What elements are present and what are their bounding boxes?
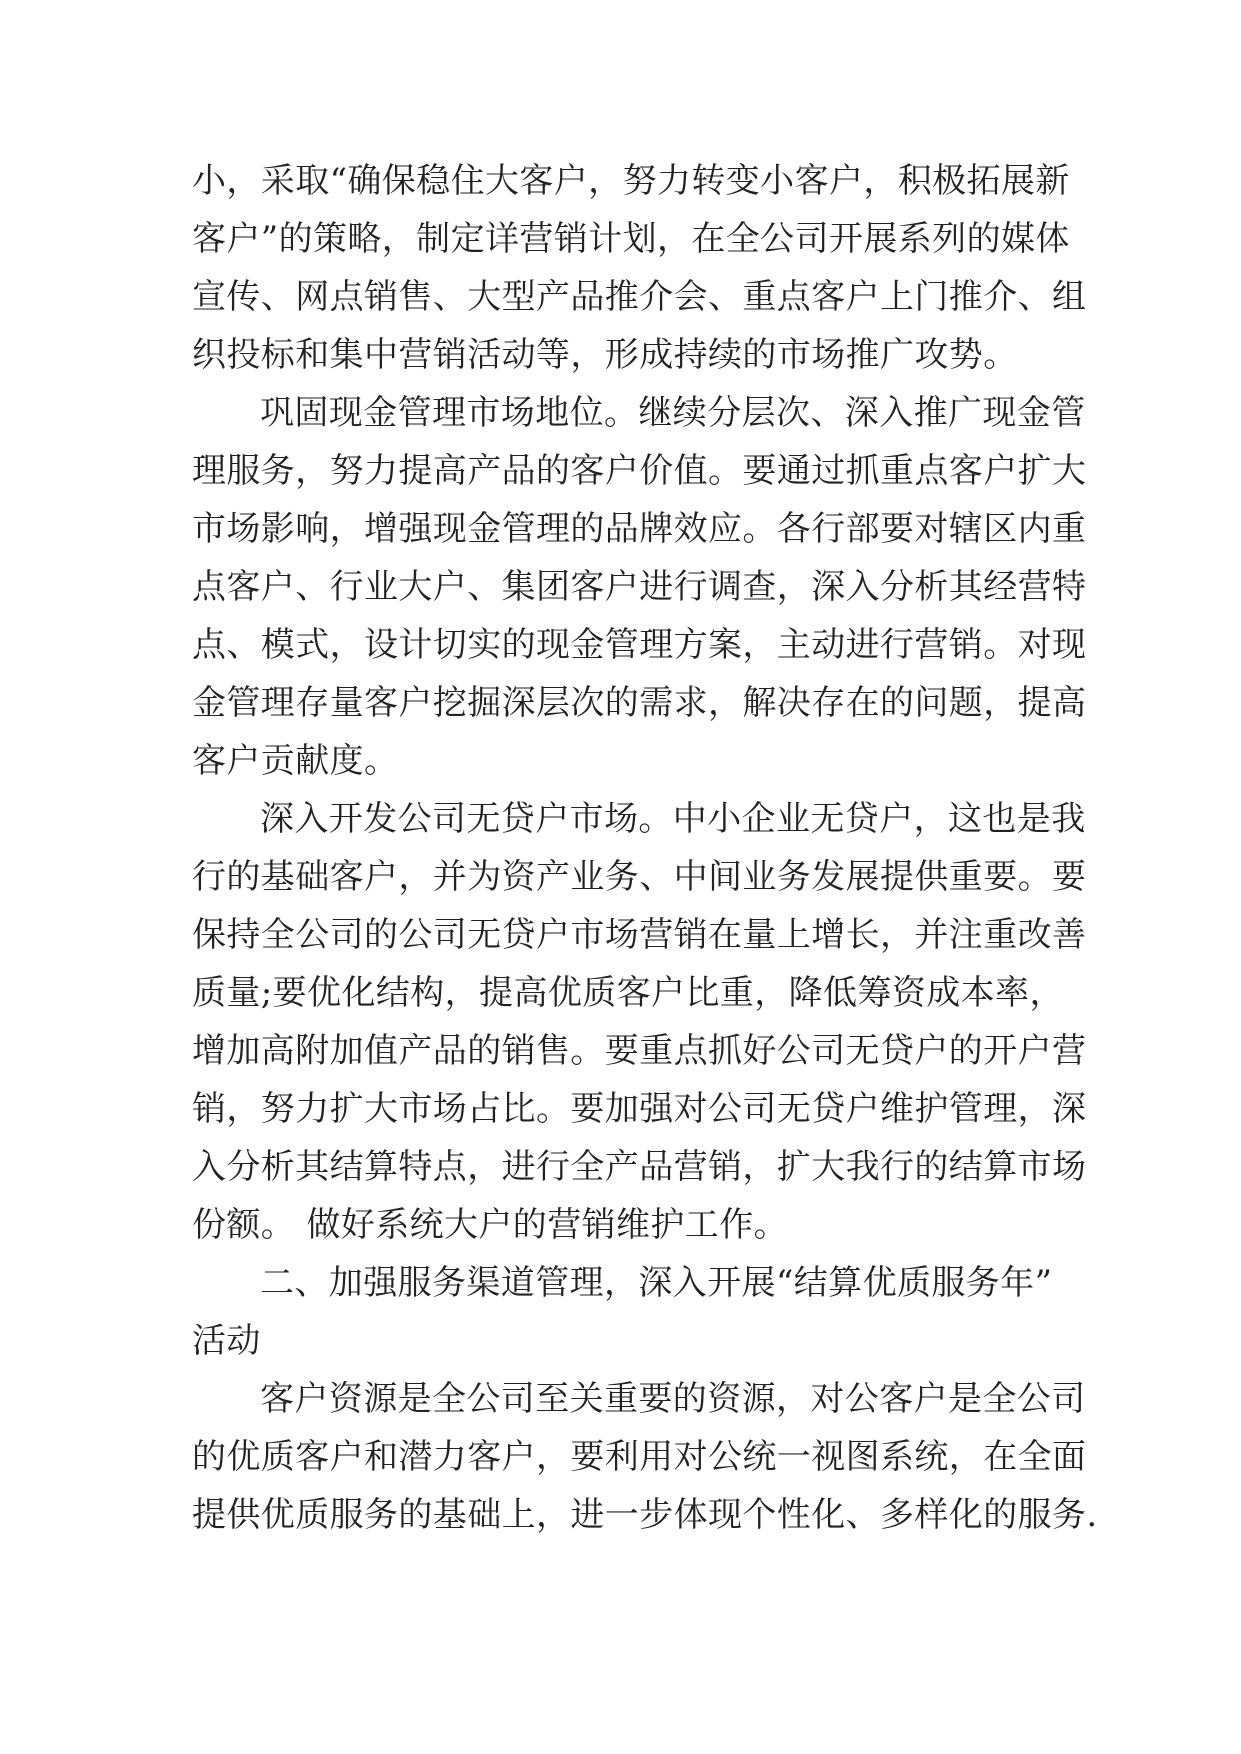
text-line: 行的基础客户，并为资产业务、中间业务发展提供重要。要 bbox=[192, 857, 1087, 897]
text-line: 的优质客户和潜力客户，要利用对公统一视图系统，在全面 bbox=[192, 1437, 1087, 1477]
text-line: 点、模式，设计切实的现金管理方案，主动进行营销。对现 bbox=[192, 625, 1087, 665]
text-line: 宣传、网点销售、大型产品推介会、重点客户上门推介、组 bbox=[192, 277, 1087, 317]
text-line: 巩固现金管理市场地位。继续分层次、深入推广现金管 bbox=[260, 393, 1086, 433]
text-line: 销，努力扩大市场占比。要加强对公司无贷户维护管理，深 bbox=[192, 1089, 1087, 1129]
text-line: 市场影响，增强现金管理的品牌效应。各行部要对辖区内重 bbox=[192, 509, 1087, 549]
text-line: 理服务，努力提高产品的客户价值。要通过抓重点客户扩大 bbox=[192, 451, 1087, 491]
heading-line: 活动 bbox=[192, 1321, 261, 1361]
text-line: 提供优质服务的基础上，进一步体现个性化、多样化的服务. bbox=[192, 1495, 1098, 1535]
text-line: 份额。 做好系统大户的营销维护工作。 bbox=[192, 1205, 789, 1245]
text-line: 质量;要优化结构，提高优质客户比重，降低筹资成本率， bbox=[192, 973, 1064, 1013]
text-line: 客户贡献度。 bbox=[192, 741, 399, 781]
paragraph-5 bbox=[192, 1370, 1098, 1544]
paragraph-2 bbox=[192, 384, 1087, 790]
text-line: 客户资源是全公司至关重要的资源，对公客户是全公司 bbox=[260, 1379, 1086, 1419]
text-line: 织投标和集中营销活动等，形成持续的市场推广攻势。 bbox=[192, 335, 1018, 375]
text-line: 增加高附加值产品的销售。要重点抓好公司无贷户的开户营 bbox=[192, 1031, 1087, 1071]
heading-line: 二、加强服务渠道管理，深入开展“结算优质服务年” bbox=[260, 1263, 1053, 1303]
text-line: 保持全公司的公司无贷户市场营销在量上增长，并注重改善 bbox=[192, 915, 1087, 955]
section-heading bbox=[192, 1254, 1052, 1370]
text-line: 入分析其结算特点，进行全产品营销，扩大我行的结算市场 bbox=[192, 1147, 1087, 1187]
paragraph-1 bbox=[192, 152, 1087, 384]
paragraph-3 bbox=[192, 790, 1087, 1254]
body-text bbox=[192, 152, 1098, 1544]
text-line: 客户”的策略，制定详营销计划，在全公司开展系列的媒体 bbox=[192, 219, 1070, 259]
text-line: 点客户、行业大户、集团客户进行调查，深入分析其经营特 bbox=[192, 567, 1087, 607]
text-line: 小，采取“确保稳住大客户，努力转变小客户，积极拓展新 bbox=[192, 161, 1070, 201]
text-line: 深入开发公司无贷户市场。中小企业无贷户，这也是我 bbox=[260, 799, 1086, 839]
text-line: 金管理存量客户挖掘深层次的需求，解决存在的问题，提高 bbox=[192, 683, 1087, 723]
